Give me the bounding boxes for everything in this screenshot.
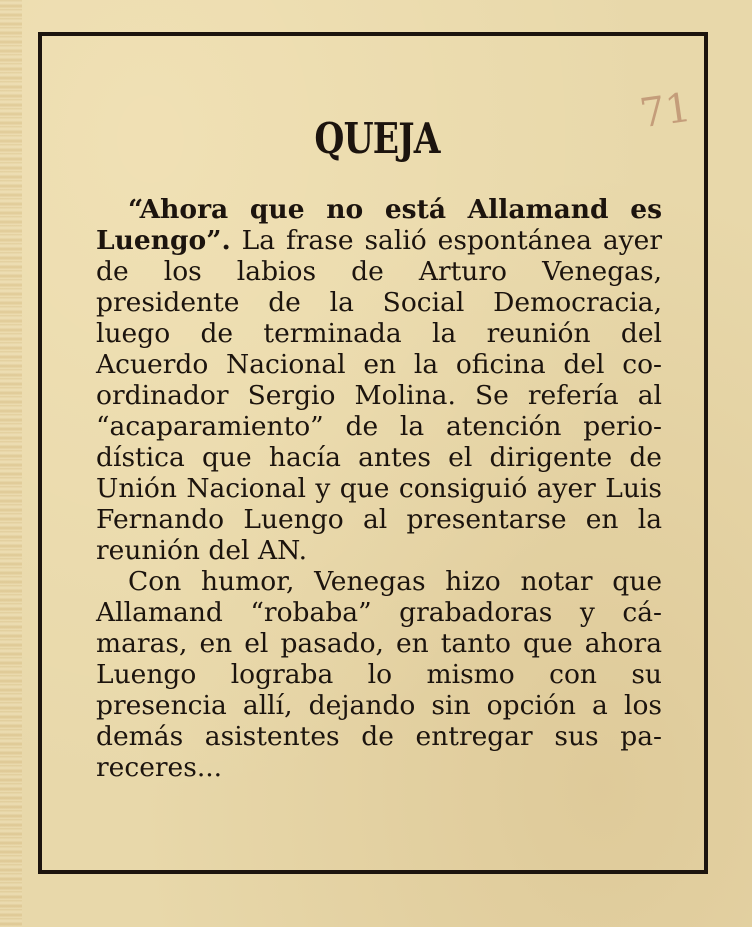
article-headline: QUEJA bbox=[314, 114, 440, 163]
article-paragraph-2: Con humor, Venegas hizo notar que Allamand “robaba” grabadoras y cámaras, en el pasado, en tanto que ahora Luengo lograba lo mismo con su presencia allí, dejando sin opción a los demás asistentes de entregar sus pareceres... bbox=[96, 566, 662, 783]
article-border-frame bbox=[38, 32, 708, 874]
handwritten-annotation: 71 bbox=[637, 84, 694, 138]
article-paragraph-1 bbox=[96, 194, 662, 566]
torn-paper-edge bbox=[0, 0, 22, 927]
article-body bbox=[96, 194, 662, 783]
article-lead-quote: “Ahora que no está Allamand es Luengo”. bbox=[96, 194, 662, 256]
article-paragraph-1-text: La frase salió espontánea ayer de los labios de Arturo Venegas, presidente de la Social Democracia, luego de terminada la reunión del Acuerdo Nacional en la oficina del coordinador Sergio Molina. Se refería al “acaparamiento” de la atención periodística que hacía antes el dirigente de Unión Nacional y que consiguió ayer Luis Fernando Luengo al presentarse en la reunión del AN. bbox=[96, 225, 662, 566]
